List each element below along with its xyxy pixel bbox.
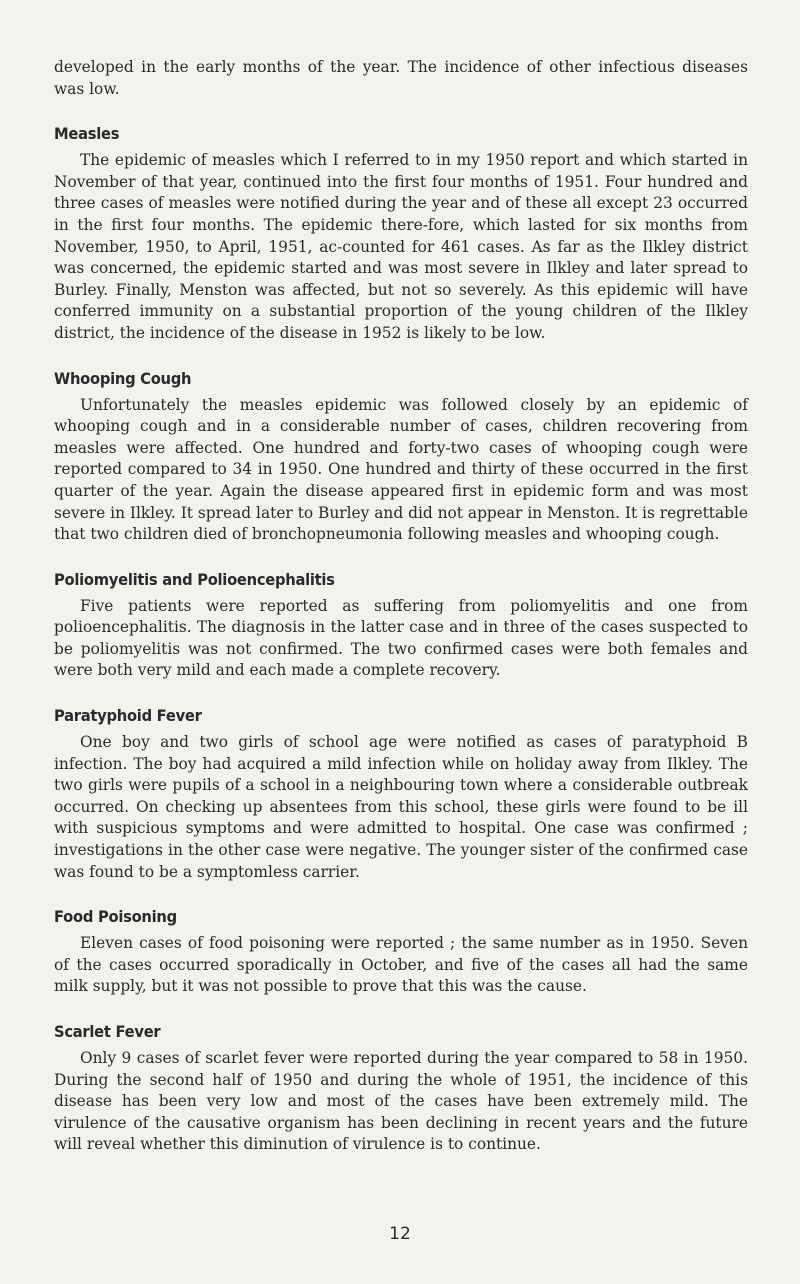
section-heading: Whooping Cough	[54, 368, 192, 388]
section-heading: Measles	[54, 124, 120, 144]
section-poliomyelitis	[54, 570, 748, 682]
section-whooping-cough	[54, 369, 748, 546]
section-body: Only 9 cases of scarlet fever were reported during the year compared to 58 in 1950. During the second half of 1950 and during the whole of 1951, the incidence of this disease has been very low and most of the cases have been extremely mild. The virulence of the causative organism has been declining in recent years and the future will reveal whether this diminution of virulence is to continue.	[54, 1049, 748, 1154]
section-heading: Scarlet Fever	[54, 1022, 161, 1041]
section-paratyphoid-fever	[54, 706, 748, 883]
section-body: Eleven cases of food poisoning were reported ; the same number as in 1950. Seven of the cases occurred sporadically in October, and five of the cases all had the same milk supply, but it was not possible to prove that this was the cause.	[54, 934, 748, 996]
intro-paragraph: developed in the early months of the year. The incidence of other infectious diseases was low.	[54, 58, 748, 98]
section-scarlet-fever	[54, 1022, 748, 1156]
section-heading: Food Poisoning	[54, 907, 177, 927]
section-body: One boy and two girls of school age were notified as cases of paratyphoid B infection. The boy had acquired a mild infection while on holiday away from Ilkley. The two girls were pupils of a school in a neighbouring town where a considerable outbreak occurred. On checking up absentees from this school, these girls were found to be ill with suspicious symptoms and were admitted to hospital. One case was confirmed ; investigations in the other case were negative. The younger sister of the confirmed case was found to be a symptomless carrier.	[54, 733, 748, 881]
section-body: Unfortunately the measles epidemic was followed closely by an epidemic of whooping cough and in a considerable number of cases, children recovering from measles were affected. One hundred and forty-two cases of whooping cough were reported compared to 34 in 1950. One hundred and thirty of these occurred in the first quarter of the year. Again the disease appeared first in epidemic form and was most severe in Ilkley. It spread later to Burley and did not appear in Menston. It is regrettable that two children died of bronchopneumonia following measles and whooping cough.	[54, 395, 748, 544]
section-measles	[54, 124, 748, 344]
section-body: The epidemic of measles which I referred to in my 1950 report and which started in November of that year, continued into the first four months of 1951. Four hundred and three cases of measles were notified during the year and of these all except 23 occurred in the first four months. The epidemic there-fore, which lasted for six months from November, 1950, to April, 1951, ac-counted for 461 cases. As far as the Ilkley district was concerned, the epidemic started and was most severe in Ilkley and later spread to Burley. Finally, Menston was affected, but not so severely. As this epidemic will have conferred immunity on a substantial proportion of the young children of the Ilkley district, the incidence of the disease in 1952 is likely to be low.	[54, 151, 748, 342]
section-food-poisoning	[54, 907, 748, 998]
section-body: Five patients were reported as suffering from poliomyelitis and one from polioencephalitis. The diagnosis in the latter case and in three of the cases suspected to be poliomyelitis was not confirmed. The two confirmed cases were both females and were both very mild and each made a complete recovery.	[54, 596, 748, 680]
page-number: 12	[389, 1224, 411, 1244]
section-heading: Poliomyelitis and Polioencephalitis	[54, 569, 335, 589]
section-heading: Paratyphoid Fever	[54, 706, 202, 726]
